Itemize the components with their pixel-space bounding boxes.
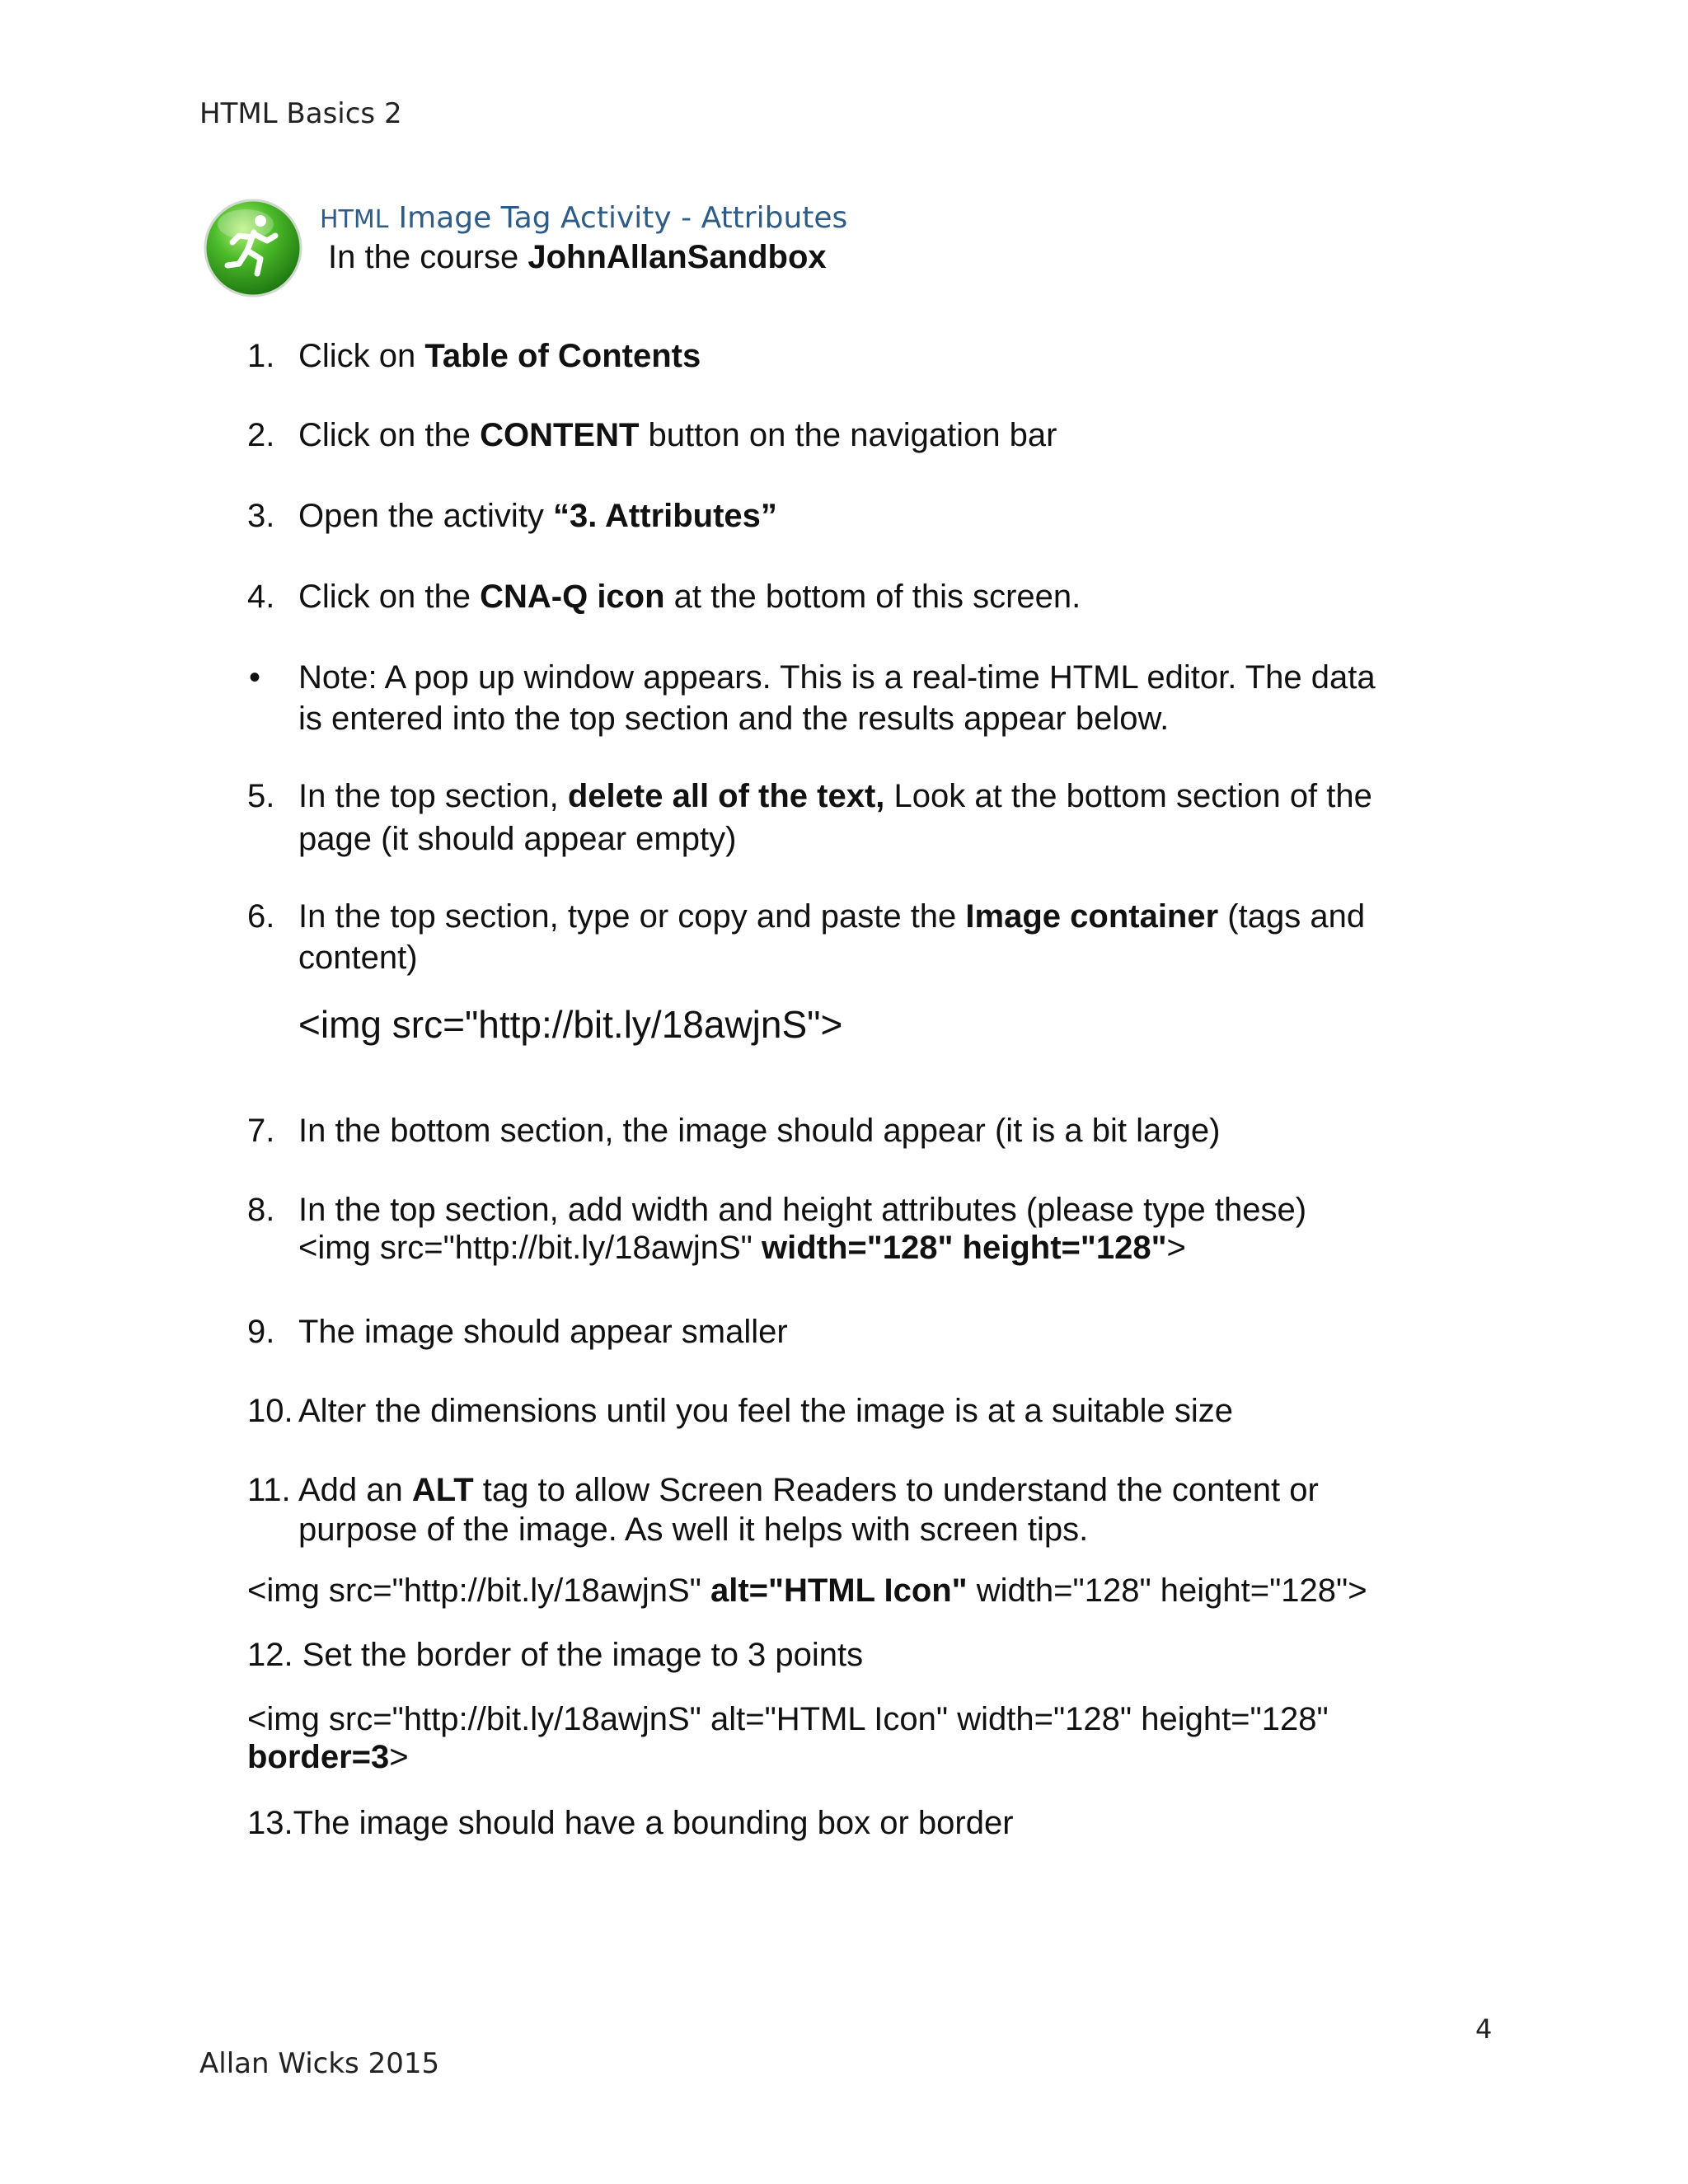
course-name: JohnAllanSandbox: [528, 239, 827, 275]
code-snippet: <img src="http://bit.ly/18awjnS" alt="HTML Icon" width="128" height="128">: [247, 1572, 1367, 1609]
page-number: 4: [1475, 2013, 1493, 2045]
note-line-2: is entered into the top section and the results appear below.: [298, 701, 1170, 737]
step-number: 10.: [247, 1393, 293, 1429]
step-number: 9.: [247, 1314, 275, 1350]
step-text: Add an ALT tag to allow Screen Readers to understand the content or: [298, 1472, 1319, 1508]
code-snippet: <img src="http://bit.ly/18awjnS" width="128" height="128">: [298, 1230, 1186, 1266]
step-number: 13.: [247, 1805, 293, 1841]
step-text: In the top section, add width and height attributes (please type these): [298, 1192, 1307, 1228]
step-text: In the top section, delete all of the text, Look at the bottom section of the: [298, 778, 1372, 814]
activity-title-text: Image Tag Activity - Attributes: [398, 201, 848, 235]
step-text: Open the activity “3. Attributes”: [298, 498, 777, 534]
running-man-icon: [203, 198, 303, 298]
step-number: 2.: [247, 417, 275, 453]
step-13: [247, 1805, 1014, 1842]
code-bold: border=3: [247, 1739, 390, 1775]
code-snippet: <img src="http://bit.ly/18awjnS">: [298, 1003, 843, 1046]
step-text: Click on the CNA-Q icon at the bottom of this screen.: [298, 579, 1081, 615]
bullet: •: [249, 659, 261, 696]
step-12-code-cont: [247, 1739, 409, 1776]
page-footer: Allan Wicks 2015: [199, 2047, 440, 2080]
course-prefix: In the course: [328, 239, 528, 275]
step-text-cont: purpose of the image. As well it helps with screen tips.: [298, 1511, 1089, 1548]
step-text-cont: page (it should appear empty): [298, 821, 737, 857]
step-number: 7.: [247, 1113, 275, 1149]
step-text: Click on the CONTENT button on the navigation bar: [298, 417, 1057, 453]
step-text: In the top section, type or copy and paste the Image container (tags and: [298, 898, 1366, 935]
step-text: In the bottom section, the image should appear (it is a bit large): [298, 1113, 1221, 1149]
step-12-code: [247, 1701, 1329, 1738]
code-snippet: <img src="http://bit.ly/18awjnS" alt="HTML Icon" width="128" height="128": [247, 1701, 1329, 1737]
code-end: >: [389, 1739, 409, 1775]
step-12: [247, 1637, 863, 1674]
step-text: The image should appear smaller: [298, 1314, 788, 1350]
step-number: 11.: [247, 1472, 291, 1508]
activity-title: [320, 201, 847, 235]
step-number: 1.: [247, 338, 275, 374]
page-header: HTML Basics 2: [199, 97, 402, 130]
step-11-code: [247, 1572, 1367, 1610]
course-line: [328, 239, 827, 276]
step-text: Alter the dimensions until you feel the image is at a suitable size: [298, 1393, 1233, 1429]
step-number: 4.: [247, 579, 275, 615]
step-text: The image should have a bounding box or border: [293, 1805, 1014, 1841]
activity-title-prefix: HTML: [320, 205, 389, 234]
step-text: Click on Table of Contents: [298, 338, 701, 374]
step-text: Set the border of the image to 3 points: [293, 1637, 864, 1673]
step-number: 3.: [247, 498, 275, 534]
step-number: 12.: [247, 1637, 293, 1673]
step-number: 6.: [247, 898, 275, 935]
step-text-cont: content): [298, 940, 418, 976]
note-line-1: Note: A pop up window appears. This is a real-time HTML editor. The data: [298, 659, 1376, 696]
step-number: 8.: [247, 1192, 275, 1228]
step-number: 5.: [247, 778, 275, 814]
